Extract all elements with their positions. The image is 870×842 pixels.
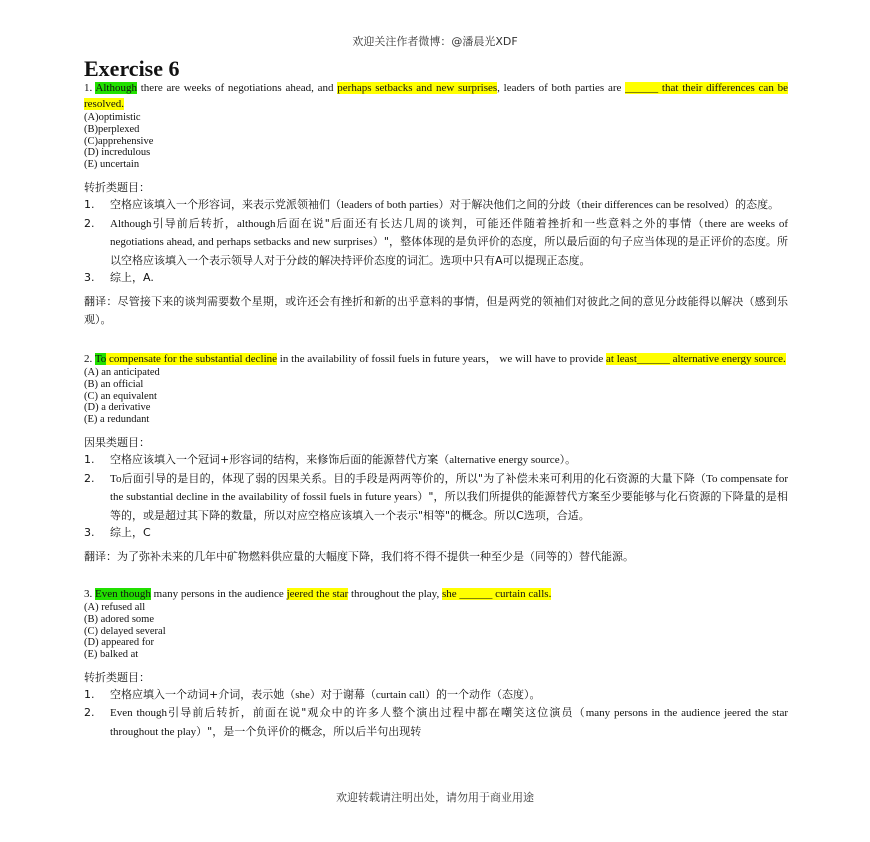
q1-number: 1. [84,82,96,94]
q1-analysis-1: 1. 空格应该填入一个形容词，来表示党派领袖们（leaders of both parties）对于解决他们之间的分歧（their differences can be resolved）的态度。 [84,197,780,211]
q2-option-d: (D) a derivative [84,402,151,414]
q2-options [84,367,788,426]
q2-highlight-1: compensate for the substantial decline [106,352,278,365]
q3-option-e: (E) balked at [84,649,139,661]
q3-analysis-1: 1. 空格应填入一个动词+介词，表示她（she）对于谢幕（curtain call）的一个动作（态度）。 [84,687,541,701]
q2-highlight-2: at least______ alternative energy source. [606,352,786,365]
q3-option-d: (D) appeared for [84,637,154,649]
q1-analysis [84,196,788,287]
q1-option-b: (B)perplexed [84,123,140,135]
q2-highlight-green: To [94,352,107,365]
q2-translation: 翻译：为了弥补未来的几年中矿物燃料供应量的大幅度下降，我们将不得不提供一种至少是（同等的）替代能源。 [84,549,634,563]
q1-highlight-2: ______ that their differences can be resolved. [84,82,788,110]
q2-analysis-title: 因果类题目： [84,435,150,449]
question-3 [84,586,788,602]
q2-text-1: in the availability of fossil fuels in future years， we will have to provide [277,352,607,365]
q1-analysis-title: 转折类题目： [84,180,150,194]
q2-analysis [84,451,788,542]
q3-number: 3. [84,587,95,600]
q3-option-b: (B) adored some [84,613,154,625]
q1-option-a: (A)optimistic [84,112,141,123]
q2-option-c: (C) an equivalent [84,390,157,402]
q3-analysis [84,686,788,742]
q3-highlight-2: she ______ curtain calls. [441,587,552,600]
q1-highlight-green: Although [95,82,137,94]
exercise-title: Exercise 6 [84,56,180,81]
q1-analysis-3: 3. 综上，A. [84,271,154,285]
q2-number: 2. [84,352,95,365]
q2-option-e: (E) a redundant [84,414,150,426]
q3-highlight-green: Even though [95,587,151,600]
q2-analysis-2: 2. To后面引导的是目的，体现了弱的因果关系。目的手段是两两等价的，所以"为了补偿未来可利用的化石资源的大量下降（To compensate for the substantial decline in the availability of fossil fuels in future years）"，所以我们所提供的能源替代方案至少要能够与化石资源的下降量的是相等的，或是超过其下降的数量，所以对应空格应该填入一个表示"相等"的概念。所以C选项，合适。 [84,471,789,522]
q2-option-b: (B) an official [84,378,144,390]
q3-highlight-1: jeered the star [286,587,349,600]
q3-text-2: throughout the play, [348,587,442,600]
q2-analysis-1: 1. 空格应该填入一个冠词+形容词的结构，来修饰后面的能源替代方案（alternative energy source）。 [84,452,577,466]
question-1 [84,80,788,112]
q1-text-2: , leaders of both parties are [497,82,626,94]
q2-analysis-3: 3. 综上，C [84,526,151,540]
q1-text-1: there are weeks of negotiations ahead, and [136,82,338,94]
q3-option-c: (C) delayed several [84,625,166,637]
q1-option-e: (E) uncertain [84,159,140,171]
q3-analysis-title: 转折类题目： [84,670,150,684]
q1-analysis-2: 2. Although引导前后转折，although后面在说"后面还有长达几周的谈判，可能还伴随着挫折和一些意料之外的事情（there are weeks of negotiations ahead, and perhaps setbacks and new surprises）"，整体体现的是负评价的态度，所以最后面的句子应当体现的是正评价的态度。所以空格应该填入一个表示领导人对于分歧的解决持评价态度的词汇。选项中只有A可以提现正态度。 [84,216,789,267]
q1-translation: 翻译：尽管接下来的谈判需要数个星期，或许还会有挫折和新的出乎意料的事情，但是两党的领袖们对彼此之间的意见分歧能得以解决（感到乐观）。 [84,294,788,326]
q3-text-1: many persons in the audience [150,587,287,600]
footer-note: 欢迎转载请注明出处，请勿用于商业用途 [336,791,534,804]
q3-analysis-2: 2. Even though引导前后转折，前面在说"观众中的许多人整个演出过程中都在嘲笑这位演员（many persons in the audience jeered the star throughout the play）"，是一个负评价的概念，所以后半句出现转 [84,706,788,739]
document-page [84,58,788,742]
q3-option-a: (A) refused all [84,601,146,613]
q1-option-d: (D) incredulous [84,147,151,159]
q2-option-a: (A) an anticipated [84,366,160,378]
header-note: 欢迎关注作者微博：@潘晨光XDF [352,35,518,48]
q3-options [84,602,788,661]
q1-option-c: (C)apprehensive [84,135,154,147]
q1-highlight-1: perhaps setbacks and new surprises [337,82,498,94]
q1-options [84,112,788,171]
question-2 [84,351,788,367]
